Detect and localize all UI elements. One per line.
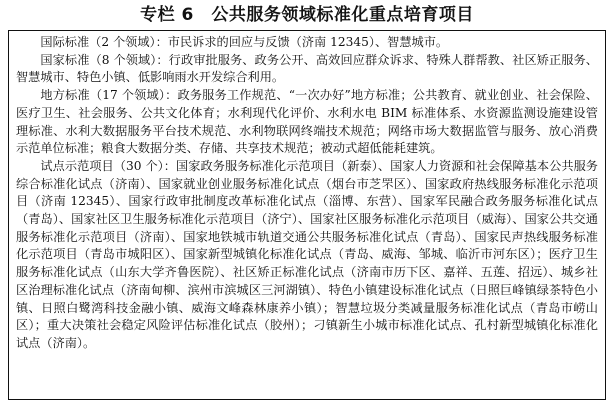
content-box — [8, 30, 606, 400]
paragraph-national-standards: 国家标准（8 个领域）：行政审批服务、政务公开、高效回应群众诉求、特殊人群帮教、社区矫正服务、智慧城市、特色小镇、低影响雨水开发综合利用。 — [16, 52, 598, 85]
paragraph-pilot-projects: 试点示范项目（30 个）：国家政务服务标准化示范项目（新泰）、国家人力资源和社会保障基本公共服务综合标准化试点（济南）、国家就业创业服务标准化试点（烟台市芝罘区）、国家政府热线服务标准化示范项目（济南 12345）、国家行政审批制度改革标准化试点（淄博、东营）、国家军民融合政务服务标准化试点（青岛）、国家社区卫生服务标准化示范项目（济宁）、国家社区服务标准化示范项目（威海）、国家公共交通服务标准化示范项目（济南）、国家地铁城市轨道交通公共服务标准化试点（青岛）、国家民声热线服务标准化示范项目（青岛市城阳区）、国家新型城镇化标准化试点（青岛、威海、邹城、临沂市河东区）；医疗卫生服务标准化试点（山东大学齐鲁医院）、社区矫正标准化试点（济南市历下区、嘉祥、五莲、招远）、城乡社区治理标准化试点（济南甸柳、滨州市滨城区三河湖镇）、特色小镇建设标准化试点（日照巨峰镇绿茶特色小镇、日照白鹭湾科技金融小镇、威海文峰森林康养小镇）；智慧垃圾分类减量服务标准化试点（青岛市崂山区）；重大决策社会稳定风险评估标准化试点（胶州）；刁镇新生小城市标准化试点、孔村新型城镇化标准化试点（济南）。 — [16, 158, 598, 350]
paragraph-international-standards: 国际标准（2 个领域）：市民诉求的回应与反馈（济南 12345）、智慧城市。 — [40, 35, 449, 49]
paragraph-local-standards: 地方标准（17 个领域）：政务服务工作规范、“一次办好”地方标准；公共教育、就业创业、社会保险、医疗卫生、社会服务、公共文化体育；水利现代化评价、水利水电 BIM 标准体系、水资源监测设施建设管理标准、水利大数据服务平台技术规范、水利物联网终端技术规范；网络市场大数据监管与服务、放心消费示范单位标准；粮食大数据分类、存储、共享技术规范；被动式超低能耗建筑。 — [16, 88, 598, 156]
page-title: 专栏 6 公共服务领域标准化重点培育项目 — [140, 5, 474, 25]
